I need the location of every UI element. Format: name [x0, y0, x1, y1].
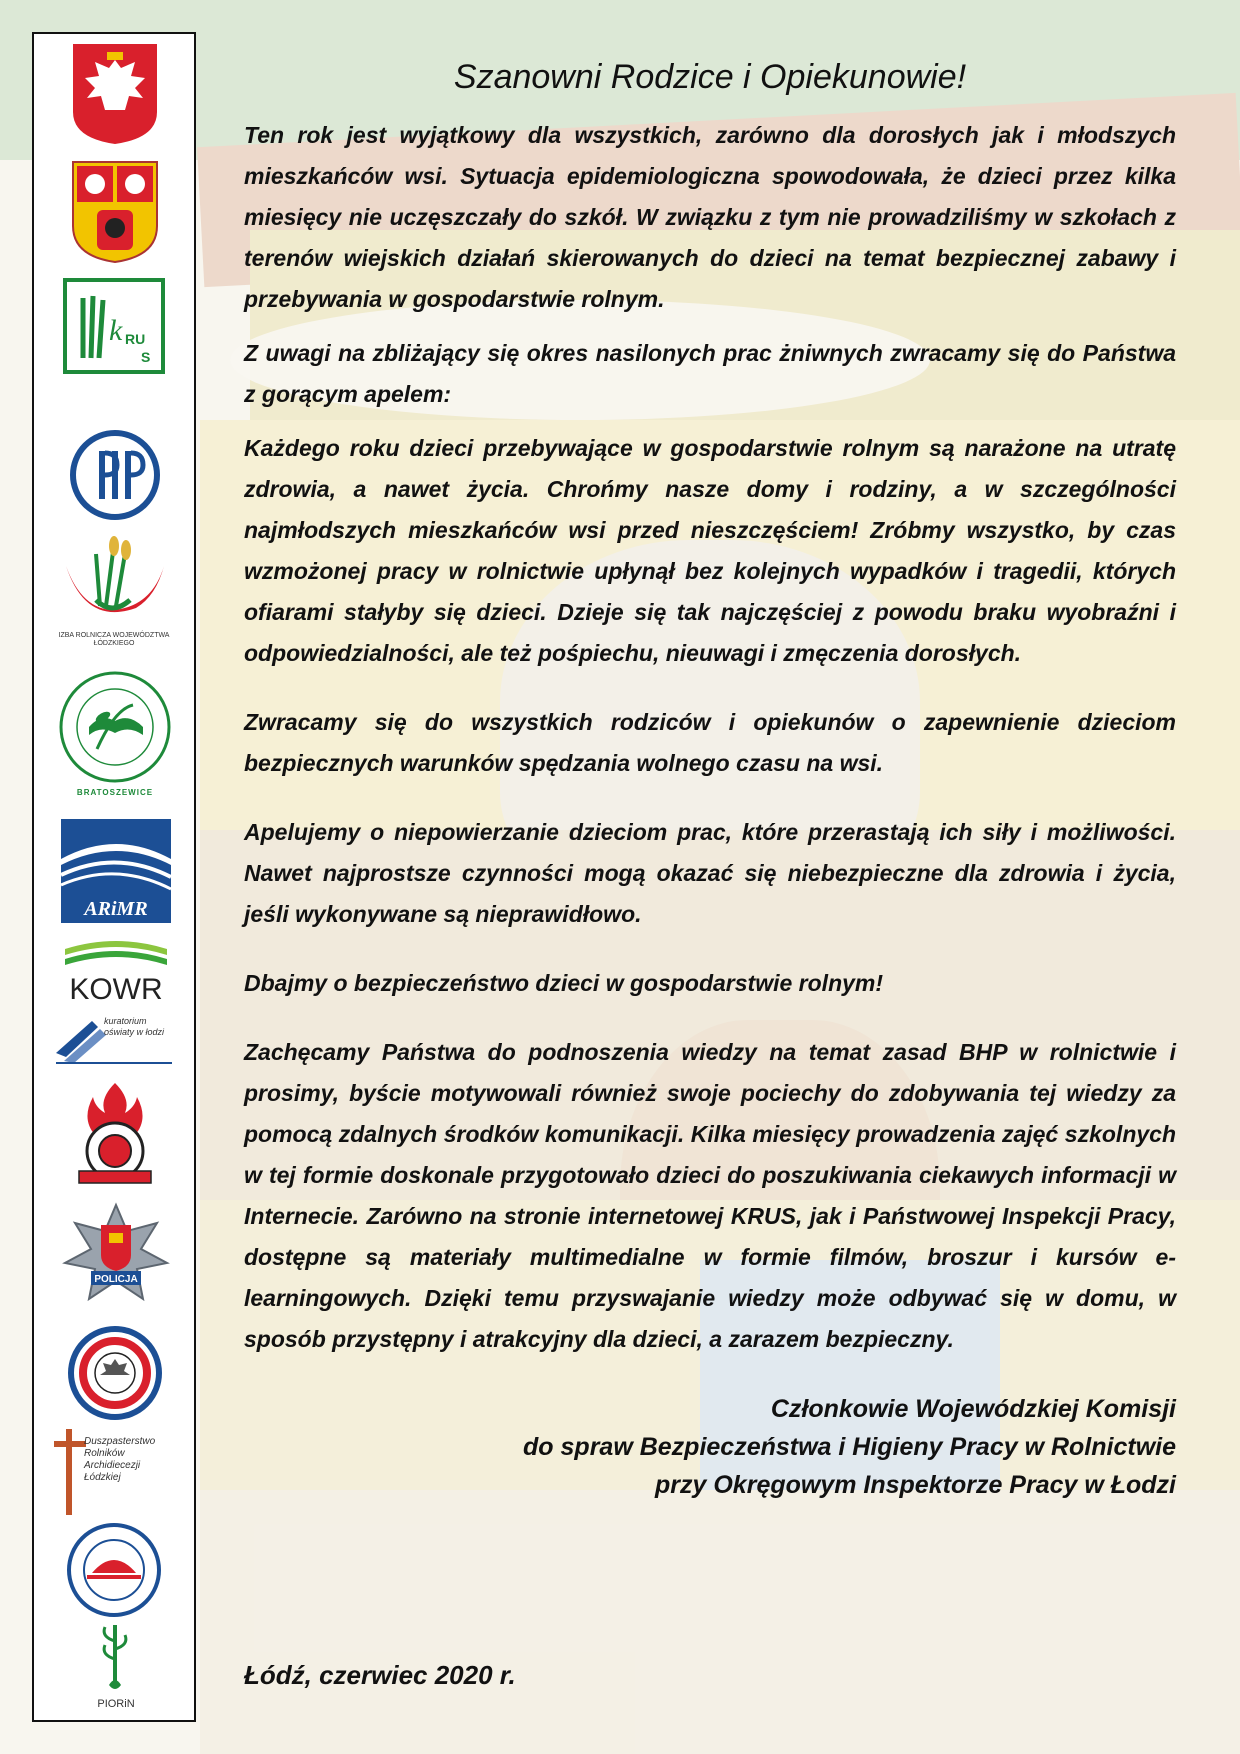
letter-body	[244, 58, 1176, 1504]
policja-logo	[60, 1200, 172, 1308]
arimr-logo	[60, 818, 172, 924]
kowr-text: KOWR	[69, 973, 163, 1005]
policja-text: POLICJA	[94, 1274, 138, 1285]
svg-text:S: S	[141, 349, 151, 365]
piorin-caption: PIORiN	[97, 1698, 135, 1710]
duszpasterstwo-caption: Duszpasterstwo Rolników Archidiecezji Łódzkiej	[84, 1436, 156, 1483]
signature-line: Członkowie Wojewódzkiej Komisji	[770, 1395, 1176, 1423]
paragraph-risk: Każdego roku dzieci przebywające w gospodarstwie rolnym są narażone na utratę zdrowia, a nawet życia. Chrońmy nasze domy i rodziny, a w szczególności najmłodszych mieszkańców wsi przed nieszczęściem! Zróbmy wszystko, by czas wzmożonej pracy w rolnictwie upłynął bez kolejnych wypadków i tragedii, których ofiarami stałyby się dzieci. Dzieje się tak najczęściej z powodu braku wyobraźni i odpowiedzialności, ale też pośpiechu, nieuwagi i zmęczenia dorosłych.	[244, 435, 1176, 666]
kuratorium-caption: kuratorium oświaty w łodzi	[104, 1016, 165, 1037]
paragraph-tasks: Apelujemy o niepowierzanie dzieciom prac, które przerastają ich siły i możliwości. Nawet najprostsze czynności mogą okazać się niebezpieczne dla zdrowia i życia, jeśli wykonywane są nieprawidłowo.	[244, 819, 1176, 927]
paragraph-knowledge: Zachęcamy Państwa do podnoszenia wiedzy na temat zasad BHP w rolnictwie i prosimy, byście motywowali również swoje pociechy do zdobywania tej wiedzy za pomocą zdalnych środków komunikacji. Kilka miesięcy prowadzenia zajęć szkolnych w tej formie doskonale przygotowało dzieci do poszukiwania ciekawych informacji w Internecie. Zarówno na stronie internetowej KRUS, jak i Państwowej Inspekcji Pracy, dostępne są materiały multimedialne w formie filmów, broszur i kursów e-learningowych. Dzięki temu przyswajanie wiedzy może odbywać się w domu, w sposób przystępny i atrakcyjny dla dzieci, a zarazem bezpieczny.	[244, 1039, 1176, 1352]
sanepid-logo	[66, 1324, 164, 1422]
lodr-bratoszewice-logo	[56, 668, 174, 786]
paragraph-parents: Zwracamy się do wszystkich rodziców i opiekunów o zapewnienie dzieciom bezpiecznych warunków spędzania wolnego czasu na wsi.	[244, 709, 1176, 776]
piorin-logo	[84, 1618, 146, 1700]
letter-date: Łódź, czerwiec 2020 r.	[244, 1660, 516, 1690]
paragraph-intro: Ten rok jest wyjątkowy dla wszystkich, zarówno dla dorosłych jak i młodszych mieszkańców wsi. Sytuacja epidemiologiczna spowodowała, że dzieci przez kilka miesięcy nie uczęszczały do szkół. W związku z tym nie prowadziliśmy w szkołach z terenów wiejskich działań skierowanych do dzieci na temat bezpiecznej zabawy i przebywania w gospodarstwie rolnym.	[244, 122, 1176, 312]
paragraph-safety: Dbajmy o bezpieczeństwo dzieci w gospodarstwie rolnym!	[244, 970, 884, 996]
svg-text:k: k	[109, 314, 123, 347]
inspekcja-handlowa-logo	[64, 1520, 164, 1620]
letter-title: Szanowni Rodzice i Opiekunowie!	[453, 58, 967, 96]
lodzkie-voivodeship-coat-of-arms	[69, 160, 161, 264]
krus-logo	[62, 278, 166, 374]
logo-sidebar	[32, 32, 196, 1722]
pip-logo	[68, 428, 162, 522]
lodr-caption: BRATOSZEWICE	[76, 788, 154, 797]
izba-rolnicza-logo	[56, 536, 174, 628]
kowr-logo	[60, 934, 172, 1006]
poland-eagle-emblem	[69, 42, 161, 146]
paragraph-appeal: Z uwagi na zbliżający się okres nasilonych prac żniwnych zwracamy się do Państwa z gorącym apelem:	[244, 340, 1176, 407]
signature-block	[244, 1390, 1176, 1504]
psp-logo	[64, 1078, 166, 1190]
signature-line: do spraw Bezpieczeństwa i Higieny Pracy w Rolnictwie	[523, 1433, 1176, 1461]
arimr-text: ARiMR	[84, 898, 148, 920]
izba-rolnicza-caption: IZBA ROLNICZA WOJEWÓDZTWA ŁÓDZKIEGO	[58, 632, 170, 647]
svg-text:RU: RU	[125, 331, 146, 347]
signature-line: przy Okręgowym Inspektorze Pracy w Łodzi	[655, 1471, 1176, 1499]
